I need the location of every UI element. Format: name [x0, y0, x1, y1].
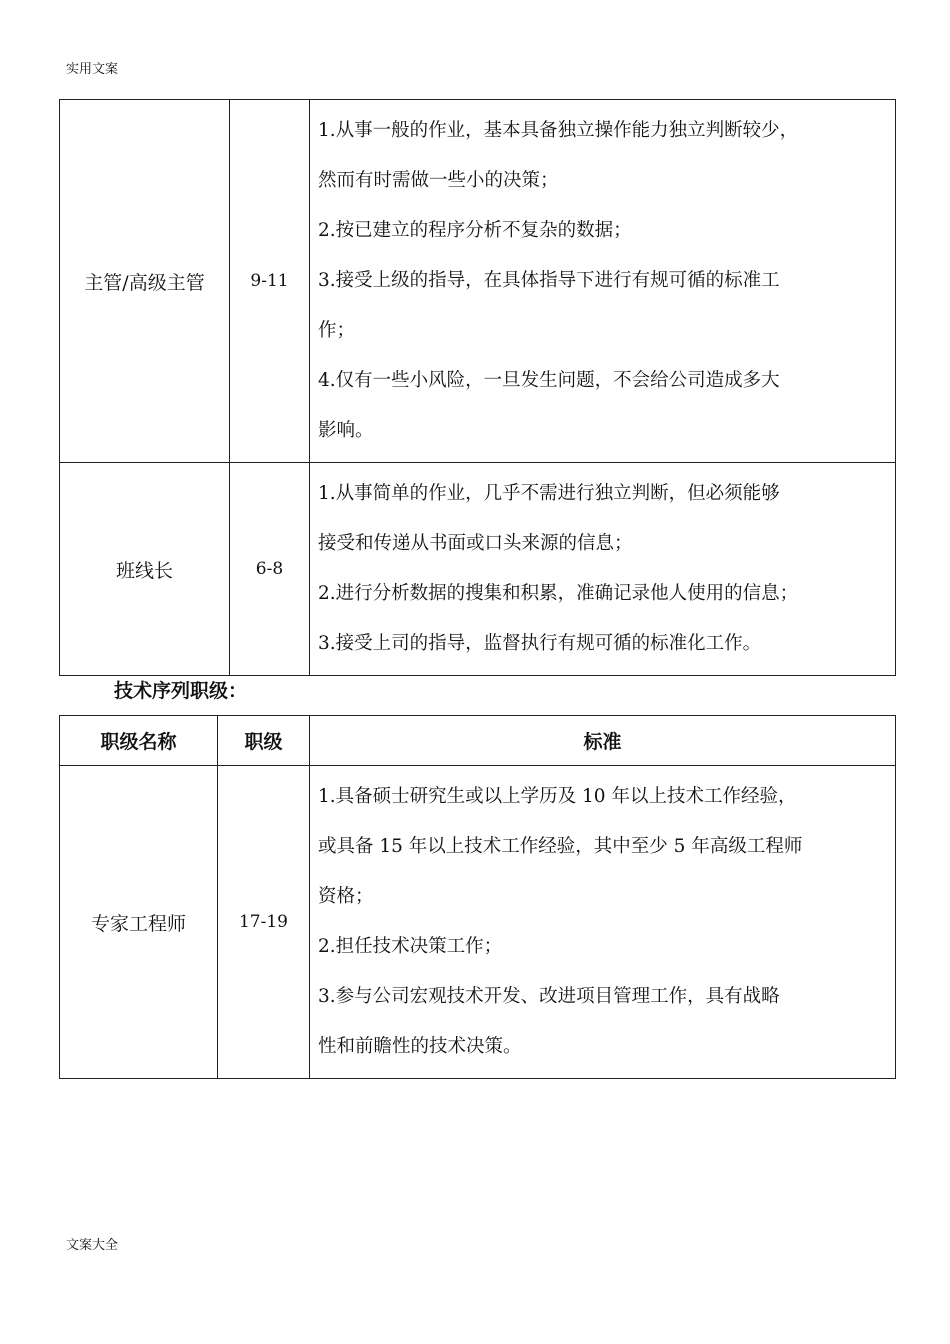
standard-line: 3.接受上级的指导，在具体指导下进行有规可循的标准工 — [318, 270, 780, 291]
standard-line: 1.从事一般的作业，基本具备独立操作能力独立判断较少， — [318, 120, 799, 141]
grade-level-cell: 9-11 — [230, 100, 310, 463]
page-footer: 文案大全 — [66, 1238, 119, 1253]
standard-line: 然而有时需做一些小的决策； — [318, 170, 559, 191]
standard-line: 2.担任技术决策工作； — [318, 936, 503, 957]
table-row — [60, 766, 896, 1079]
column-header-level: 职级 — [218, 716, 310, 766]
grade-standard-cell — [310, 463, 896, 676]
column-header-standard: 标准 — [310, 716, 896, 766]
standard-line: 4.仅有一些小风险，一旦发生问题，不会给公司造成多大 — [318, 370, 780, 391]
standard-line: 影响。 — [318, 420, 374, 441]
grade-standard-cell — [310, 100, 896, 463]
standard-line: 1.具备硕士研究生或以上学历及 10 年以上技术工作经验， — [318, 786, 797, 807]
grade-name-cell: 专家工程师 — [60, 766, 218, 1079]
table-header-row — [60, 716, 896, 766]
page-header: 实用文案 — [66, 62, 119, 77]
standard-line: 资格； — [318, 886, 374, 907]
standard-line: 2.按已建立的程序分析不复杂的数据； — [318, 220, 632, 241]
grade-standard-cell — [310, 766, 896, 1079]
standard-line: 3.接受上司的指导，监督执行有规可循的标准化工作。 — [318, 633, 762, 654]
column-header-name: 职级名称 — [60, 716, 218, 766]
standard-line: 1.从事简单的作业，几乎不需进行独立判断，但必须能够 — [318, 483, 780, 504]
standard-line: 接受和传递从书面或口头来源的信息； — [318, 533, 633, 554]
section-heading: 技术序列职级： — [114, 680, 248, 702]
standard-line: 3.参与公司宏观技术开发、改进项目管理工作，具有战略 — [318, 986, 780, 1007]
table-row — [60, 463, 896, 676]
table-row — [60, 100, 896, 463]
standard-line: 作； — [318, 320, 356, 341]
grade-name-cell: 主管/高级主管 — [60, 100, 230, 463]
standard-line: 性和前瞻性的技术决策。 — [318, 1036, 522, 1057]
management-grade-table — [59, 99, 896, 676]
grade-level-cell: 6-8 — [230, 463, 310, 676]
grade-name-cell: 班线长 — [60, 463, 230, 676]
technical-grade-table — [59, 715, 896, 1079]
standard-line: 或具备 15 年以上技术工作经验，其中至少 5 年高级工程师 — [318, 836, 803, 857]
grade-level-cell: 17-19 — [218, 766, 310, 1079]
standard-line: 2.进行分析数据的搜集和积累，准确记录他人使用的信息； — [318, 583, 799, 604]
